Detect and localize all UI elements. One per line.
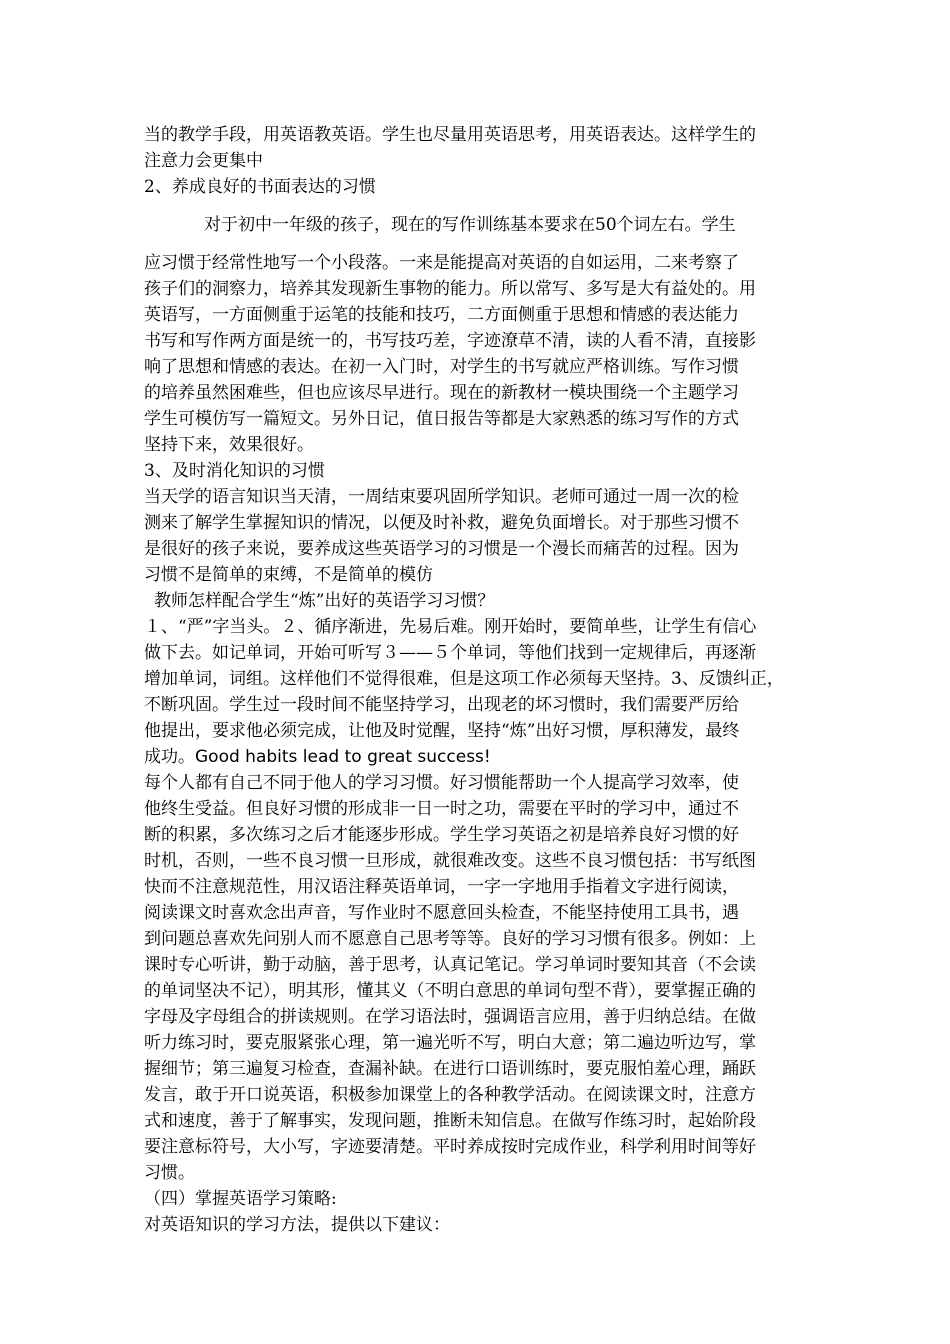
text-line: 时机，否则，一些不良习惯一旦形成，就很难改变。这些不良习惯包括：书写纸图 bbox=[144, 851, 756, 871]
text-line: １、“严”字当头。２、循序渐进，先易后难。刚开始时，要简单些，让学生有信心 bbox=[144, 617, 757, 637]
text-line: 是很好的孩子来说，要养成这些英语学习的习惯是一个漫长而痛苦的过程。因为 bbox=[144, 539, 739, 559]
text-line: 握细节；第三遍复习检查，查漏补缺。在进行口语训练时，要克服怕羞心理，踊跃 bbox=[144, 1059, 756, 1079]
text-line: 习惯。 bbox=[144, 1163, 195, 1183]
section-heading: 3、及时消化知识的习惯 bbox=[144, 461, 325, 481]
text-line: 的培养虽然困难些，但也应该尽早进行。现在的新教材一模块围绕一个主题学习 bbox=[144, 383, 739, 403]
text-line: 字母及字母组合的拼读规则。在学习语法时，强调语言应用，善于归纳总结。在做 bbox=[144, 1007, 756, 1027]
text-line: 应习惯于经常性地写一个小段落。一来是能提高对英语的自如运用，二来考察了 bbox=[144, 253, 739, 273]
text-line: 做下去。如记单词，开始可听写３——５个单词，等他们找到一定规律后，再逐渐 bbox=[144, 643, 756, 663]
text-line: 测来了解学生掌握知识的情况，以便及时补救，避免负面增长。对于那些习惯不 bbox=[144, 513, 739, 533]
text-line: 书写和写作两方面是统一的，书写技巧差，字迹潦草不清，读的人看不清，直接影 bbox=[144, 331, 756, 351]
text-line: 他提出，要求他必须完成，让他及时觉醒，坚持“炼”出好习惯，厚积薄发，最终 bbox=[144, 721, 740, 741]
spacer bbox=[144, 238, 820, 250]
text-line: 学生可模仿写一篇短文。另外日记，值日报告等都是大家熟悉的练习写作的方式 bbox=[144, 409, 739, 429]
text-line: 发言，敢于开口说英语，积极参加课堂上的各种教学活动。在阅读课文时，注意方 bbox=[144, 1085, 756, 1105]
success-english: Good habits lead to great success! bbox=[195, 747, 491, 767]
text-line: 对英语知识的学习方法，提供以下建议： bbox=[144, 1215, 450, 1235]
text-line: 不断巩固。学生过一段时间不能坚持学习，出现老的坏习惯时，我们需要严厉给 bbox=[144, 695, 739, 715]
teacher-question-line: 教师怎样配合学生“炼”出好的英语学习习惯？ bbox=[154, 591, 495, 611]
success-line bbox=[144, 744, 820, 770]
spacer bbox=[144, 200, 820, 212]
document-page bbox=[144, 122, 820, 1238]
paragraph-block-2 bbox=[144, 250, 820, 588]
section-heading: （四）掌握英语学习策略: bbox=[144, 1189, 337, 1209]
text-line: 每个人都有自己不同于他人的学习习惯。好习惯能帮助一个人提高学习效率，使 bbox=[144, 773, 739, 793]
text-line: 听力练习时，要克服紧张心理，第一遍光听不写，明白大意；第二遍边听边写，掌 bbox=[144, 1033, 756, 1053]
text-line: 断的积累，多次练习之后才能逐步形成。学生学习英语之初是培养良好习惯的好 bbox=[144, 825, 739, 845]
section-heading: 2、养成良好的书面表达的习惯 bbox=[144, 177, 376, 197]
text-line: 的单词坚决不记），明其形，懂其义（不明白意思的单词句型不背），要掌握正确的 bbox=[144, 981, 756, 1001]
text-line: 他终生受益。但良好习惯的形成非一日一时之功，需要在平时的学习中，通过不 bbox=[144, 799, 739, 819]
success-prefix: 成功。 bbox=[144, 747, 195, 767]
paragraph-block-3 bbox=[144, 614, 820, 770]
text-line: 英语写，一方面侧重于运笔的技能和技巧，二方面侧重于思想和情感的表达能力 bbox=[144, 305, 739, 325]
text-line: 快而不注意规范性，用汉语注释英语单词，一字一字地用手指着文字进行阅读， bbox=[144, 877, 739, 897]
text-line: 课时专心听讲，勤于动脑，善于思考，认真记笔记。学习单词时要知其音（不会读 bbox=[144, 955, 756, 975]
text-line: 式和速度，善于了解事实，发现问题，推断未知信息。在做写作练习时，起始阶段 bbox=[144, 1111, 756, 1131]
text-line: 要注意标符号，大小写，字迹要清楚。平时养成按时完成作业，科学利用时间等好 bbox=[144, 1137, 756, 1157]
text-line: 当的教学手段，用英语教英语。学生也尽量用英语思考，用英语表达。这样学生的 bbox=[144, 125, 756, 145]
paragraph-block-4 bbox=[144, 770, 820, 1238]
text-line: 孩子们的洞察力，培养其发现新生事物的能力。所以常写、多写是大有益处的。用 bbox=[144, 279, 756, 299]
text-line: 阅读课文时喜欢念出声音，写作业时不愿意回头检查，不能坚持使用工具书，遇 bbox=[144, 903, 739, 923]
text-line: 增加单词，词组。这样他们不觉得很难，但是这项工作必须每天坚持。3、反馈纠正， bbox=[144, 669, 784, 689]
text-line: 坚持下来，效果很好。 bbox=[144, 435, 314, 455]
text-line: 到问题总喜欢先问别人而不愿意自己思考等等。良好的学习习惯有很多。例如：上 bbox=[144, 929, 756, 949]
paragraph-block-1 bbox=[144, 122, 820, 200]
text-line: 注意力会更集中 bbox=[144, 151, 263, 171]
text-line: 响了思想和情感的表达。在初一入门时，对学生的书写就应严格训练。写作习惯 bbox=[144, 357, 739, 377]
text-line: 当天学的语言知识当天清，一周结束要巩固所学知识。老师可通过一周一次的检 bbox=[144, 487, 739, 507]
indented-line: 对于初中一年级的孩子，现在的写作训练基本要求在50个词左右。学生 bbox=[204, 215, 736, 235]
text-line: 习惯不是简单的束缚，不是简单的模仿 bbox=[144, 565, 433, 585]
